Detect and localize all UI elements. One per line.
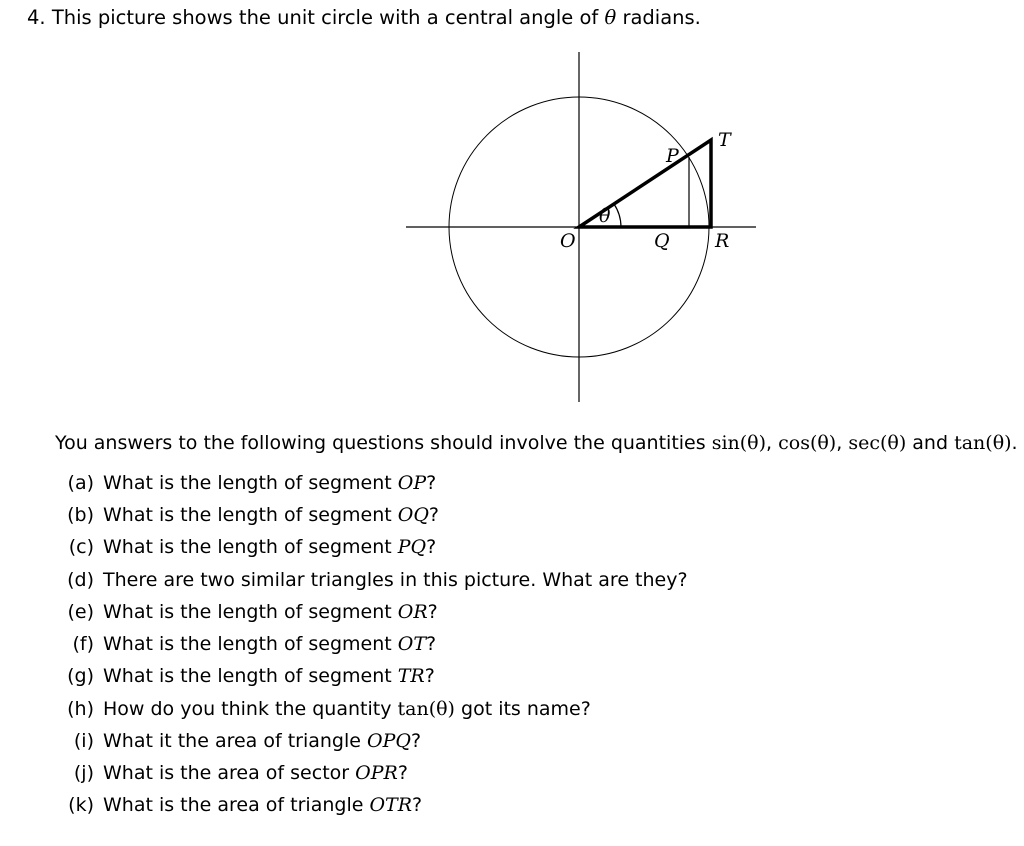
- question-label: (g): [67, 665, 94, 687]
- question-label: (c): [68, 536, 94, 558]
- label-r: R: [715, 230, 730, 252]
- question-d: [0, 569, 900, 599]
- question-a: [0, 472, 900, 502]
- question-i: [0, 730, 900, 760]
- question-b: [0, 504, 900, 534]
- question-label: (b): [67, 504, 94, 526]
- label-theta: θ: [599, 205, 611, 227]
- tan-theta: tan(θ): [954, 432, 1012, 454]
- sector-name: OPR: [355, 762, 398, 784]
- question-label: (a): [67, 472, 94, 494]
- question-mark: ?: [397, 762, 408, 784]
- question-label: (j): [73, 762, 94, 784]
- segment-name: PQ: [397, 536, 427, 558]
- question-label: (i): [73, 730, 94, 752]
- tan-theta: tan(θ): [397, 698, 455, 720]
- angle-arc: [614, 204, 621, 227]
- theta-symbol: θ: [604, 6, 617, 29]
- question-label: (h): [67, 698, 94, 720]
- question-text: What is the length of segment: [103, 472, 392, 494]
- question-c: [0, 536, 900, 566]
- triangle-name: OPQ: [367, 730, 411, 752]
- question-text: There are two similar triangles in this picture. What are they?: [103, 569, 688, 591]
- problem-number: 4.: [27, 6, 46, 29]
- question-k: [0, 794, 900, 824]
- question-text: What is the length of segment: [103, 665, 392, 687]
- problem-text: This picture shows the unit circle with a central angle of: [51, 6, 599, 29]
- question-label: (k): [68, 794, 94, 816]
- segment-name: OR: [397, 601, 428, 623]
- question-text: What is the length of segment: [103, 633, 392, 655]
- question-label: (e): [67, 601, 94, 623]
- period: .: [1011, 432, 1018, 454]
- question-mark: ?: [427, 601, 438, 623]
- question-mark: ?: [428, 504, 439, 526]
- comma-2: ,: [836, 432, 843, 454]
- segment-name: OP: [397, 472, 427, 494]
- label-o: O: [560, 230, 576, 252]
- comma-1: ,: [766, 432, 773, 454]
- and-word: and: [912, 432, 949, 454]
- question-text: What is the length of segment: [103, 601, 392, 623]
- question-mark: ?: [424, 665, 435, 687]
- question-text: What is the length of segment: [103, 504, 392, 526]
- sec-theta: sec(θ): [848, 432, 907, 454]
- question-label: (f): [72, 633, 94, 655]
- question-j: [0, 762, 900, 792]
- question-text: What is the area of triangle: [103, 794, 364, 816]
- question-text: How do you think the quantity: [103, 698, 392, 720]
- segment-name: TR: [397, 665, 425, 687]
- question-mark: ?: [426, 633, 437, 655]
- problem-text-end: radians.: [622, 6, 701, 29]
- question-mark: ?: [410, 730, 422, 752]
- cos-theta: cos(θ): [778, 432, 837, 454]
- instructions: [55, 432, 1018, 454]
- question-text: What is the length of segment: [103, 536, 392, 558]
- question-label: (d): [67, 569, 94, 591]
- question-mark: ?: [426, 472, 437, 494]
- label-q: Q: [654, 230, 670, 252]
- question-h: [0, 698, 900, 728]
- question-g: [0, 665, 900, 695]
- instructions-text: You answers to the following questions should involve the quantities: [55, 432, 706, 454]
- segment-name: OT: [397, 633, 426, 655]
- label-t: T: [718, 129, 731, 151]
- sin-theta: sin(θ): [711, 432, 767, 454]
- triangle-name: OTR: [369, 794, 413, 816]
- question-mark: ?: [426, 536, 437, 558]
- question-f: [0, 633, 900, 663]
- question-text-end: got its name?: [461, 698, 591, 720]
- label-p: P: [666, 145, 679, 167]
- question-e: [0, 601, 900, 631]
- question-mark: ?: [412, 794, 423, 816]
- question-text: What is the area of sector: [103, 762, 350, 784]
- question-text: What it the area of triangle: [103, 730, 361, 752]
- segment-name: OQ: [397, 504, 429, 526]
